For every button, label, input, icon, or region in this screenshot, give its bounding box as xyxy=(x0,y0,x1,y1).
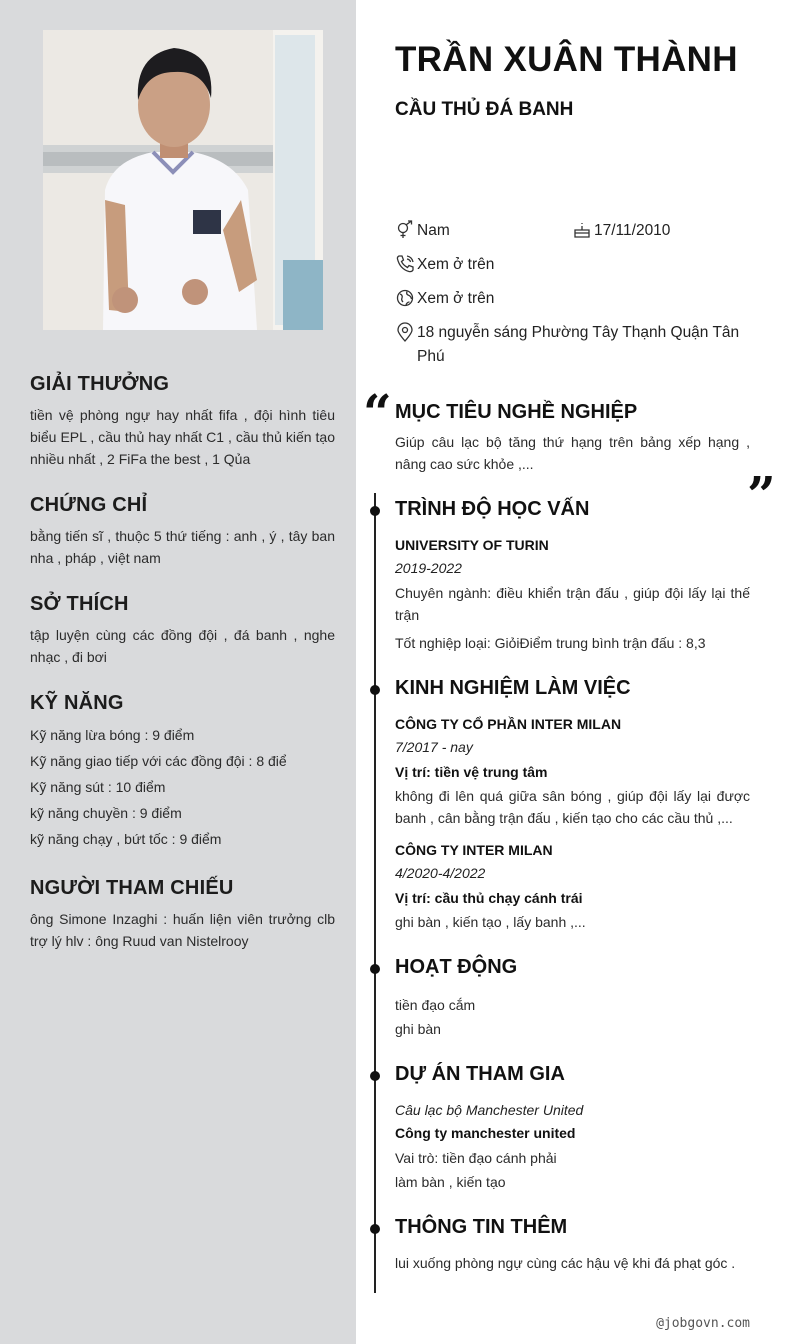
address-info xyxy=(395,321,750,369)
awards-title: GIẢI THƯỞNG xyxy=(30,373,170,395)
awards-section xyxy=(30,373,335,470)
candidate-job-title: CẦU THỦ ĐÁ BANH xyxy=(395,99,574,120)
hobbies-section xyxy=(30,593,335,668)
close-quote-icon: ” xyxy=(747,465,776,524)
skill-item: kỹ năng chuyền : 9 điểm xyxy=(30,805,182,821)
education-grade: Tốt nghiệp loại: GiỏiĐiểm trung bình trận đấu : 8,3 xyxy=(395,635,706,651)
hobbies-title: SỞ THÍCH xyxy=(30,593,129,615)
skills-section xyxy=(30,692,335,852)
job-position: Vị trí: cầu thủ chạy cánh trái xyxy=(395,890,583,906)
address-value: 18 nguyễn sáng Phường Tây Thạnh Quận Tân Phú xyxy=(417,324,740,365)
projects-title: DỰ ÁN THAM GIA xyxy=(395,1063,565,1085)
gender-icon xyxy=(395,220,415,240)
candidate-name: TRẦN XUÂN THÀNH xyxy=(395,40,738,79)
timeline-dot xyxy=(370,685,380,695)
job-description: không đi lên quá giữa sân bóng , giúp đội lấy lại được banh , cân bằng trận đấu , kiến tạo cho các cầu thủ ,... xyxy=(395,788,750,826)
objective-text: Giúp câu lạc bộ tăng thứ hạng trên bảng xếp hạng , nâng cao sức khỏe ,... xyxy=(395,434,750,472)
references-title: NGƯỜI THAM CHIẾU xyxy=(30,877,234,899)
skill-item: kỹ năng chạy , bứt tốc : 9 điểm xyxy=(30,831,222,847)
globe-icon xyxy=(395,288,415,308)
hobbies-text: tập luyện cùng các đồng đội , đá banh , nghe nhạc , đi bơi xyxy=(30,627,335,665)
project-name: Câu lạc bộ Manchester United xyxy=(395,1102,584,1118)
birthday-cake-icon xyxy=(572,220,592,240)
education-major: Chuyên ngành: điều khiển trận đấu , giúp đội lấy lại thế trận xyxy=(395,585,750,623)
birthday-info xyxy=(572,219,670,243)
job-description: ghi bàn , kiến tạo , lấy banh ,... xyxy=(395,914,586,930)
phone-value: Xem ở trên xyxy=(417,256,495,273)
timeline-dot xyxy=(370,1071,380,1081)
skill-item: Kỹ năng sút : 10 điểm xyxy=(30,779,166,795)
footer-watermark: @jobgovn.com xyxy=(656,1316,750,1331)
project-role: Vai trò: tiền đạo cánh phải xyxy=(395,1150,557,1166)
job-period: 4/2020-4/2022 xyxy=(395,865,486,881)
education-school: UNIVERSITY OF TURIN xyxy=(395,537,549,553)
job-position: Vị trí: tiền vệ trung tâm xyxy=(395,764,548,780)
certificates-section xyxy=(30,494,335,569)
references-section xyxy=(30,877,335,952)
activity-item: tiền đạo cắm xyxy=(395,997,476,1013)
timeline-dot xyxy=(370,964,380,974)
extra-info-title: THÔNG TIN THÊM xyxy=(395,1216,568,1238)
timeline-dot xyxy=(370,506,380,516)
objective-title: MỤC TIÊU NGHỀ NGHIỆP xyxy=(395,401,638,423)
job-period: 7/2017 - nay xyxy=(395,739,473,755)
education-title: TRÌNH ĐỘ HỌC VẤN xyxy=(395,498,590,520)
open-quote-icon: “ xyxy=(363,383,392,442)
project-description: làm bàn , kiến tạo xyxy=(395,1174,506,1190)
skill-item: Kỹ năng lừa bóng : 9 điểm xyxy=(30,727,195,743)
education-period: 2019-2022 xyxy=(395,560,462,576)
phone-info xyxy=(395,253,494,277)
profile-photo xyxy=(43,30,323,330)
timeline-dot xyxy=(370,1224,380,1234)
experience-title: KINH NGHIỆM LÀM VIỆC xyxy=(395,677,631,699)
awards-text: tiền vệ phòng ngự hay nhất fifa , đội hình tiêu biểu EPL , cầu thủ hay nhất C1 , cầu thủ kiến tạo nhiều nhất , 2 FiFa the best , 1 Qủa xyxy=(30,407,335,467)
skill-item: Kỹ năng giao tiếp với các đồng đội : 8 điể xyxy=(30,753,287,769)
timeline-line xyxy=(374,493,376,1293)
gender-value: Nam xyxy=(417,222,450,239)
job-company: CÔNG TY CỔ PHẦN INTER MILAN xyxy=(395,716,622,732)
website-value: Xem ở trên xyxy=(417,290,495,307)
certificates-title: CHỨNG CHỈ xyxy=(30,494,148,516)
project-organization: Công ty manchester united xyxy=(395,1125,576,1141)
references-text: ông Simone Inzaghi : huấn liện viên trưởng clb trợ lý hlv : ông Ruud van Nistelrooy xyxy=(30,911,335,949)
certificates-text: bằng tiến sĩ , thuộc 5 thứ tiếng : anh , ý , tây ban nha , pháp , việt nam xyxy=(30,528,335,566)
gender-info xyxy=(395,219,450,243)
activity-item: ghi bàn xyxy=(395,1021,441,1037)
phone-icon xyxy=(395,254,415,274)
activities-title: HOẠT ĐỘNG xyxy=(395,956,518,978)
job-company: CÔNG TY INTER MILAN xyxy=(395,842,553,858)
location-pin-icon xyxy=(395,322,415,342)
extra-info-text: lui xuống phòng ngự cùng các hậu vệ khi đá phạt góc . xyxy=(395,1255,736,1271)
website-info xyxy=(395,287,494,311)
skills-title: KỸ NĂNG xyxy=(30,692,124,714)
sidebar xyxy=(0,0,356,1344)
birthday-value: 17/11/2010 xyxy=(594,222,671,239)
